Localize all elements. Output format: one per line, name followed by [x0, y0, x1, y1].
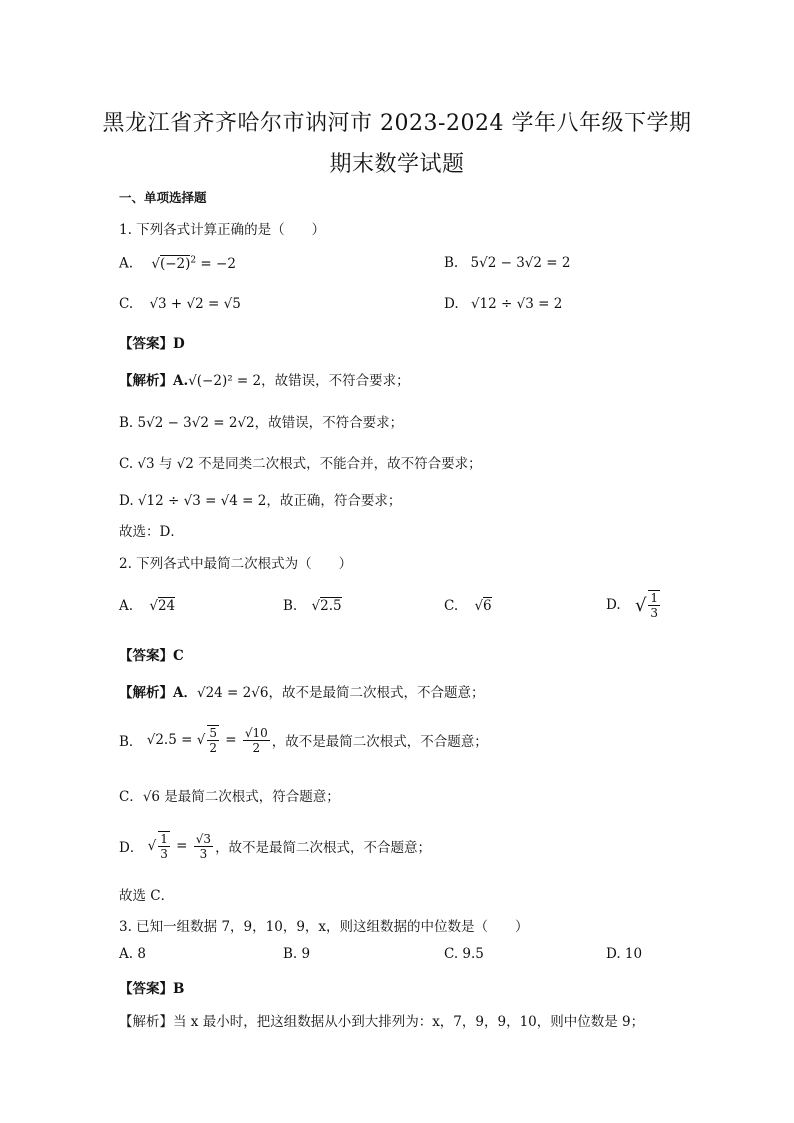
q2-explanation-b-lhs: √2.5 =	[146, 732, 193, 748]
q1-explanation-a-text: √(−2)² = 2，故错误，不符合要求；	[188, 373, 410, 389]
q2-explanation-b-den2: 2	[252, 740, 261, 755]
q2-option-a-expr: 24	[157, 598, 176, 614]
q2-option-d-denominator: 3	[650, 606, 659, 620]
q2-conclusion: 故选 C．	[119, 888, 175, 904]
q2-explanation-d-frac2	[194, 832, 213, 861]
q2-explanation-d-den1: 3	[160, 847, 168, 861]
q1-option-b	[444, 255, 570, 271]
q1-option-d-expr: √12 ÷ √3 = 2	[470, 296, 563, 312]
q1-option-d-label: D.	[444, 296, 459, 312]
q2-explanation-b-tail: ，故不是最简二次根式，不合题意；	[271, 734, 488, 750]
q2-explanation-d-frac1	[158, 831, 170, 861]
q2-explanation-b-frac2	[243, 726, 270, 755]
q1-explanation-b: B. 5√2 − 3√2 = 2√2，故错误，不符合要求；	[119, 415, 404, 431]
q1-option-a: A. $√(-2)^2 = -2$	[119, 255, 236, 272]
q2-option-a: A. √24	[119, 598, 176, 614]
document-title-line1: 黑龙江省齐齐哈尔市讷河市 2023-2024 学年八年级下学期	[102, 111, 692, 136]
q2-explanation-c: C．√6 是最简二次根式，符合题意；	[119, 789, 340, 805]
section-heading: 一、单项选择题	[119, 190, 207, 205]
document-title-line2: 期末数学试题	[329, 152, 465, 177]
q2-option-c-expr: 6	[483, 598, 492, 614]
q2-explanation-d: D． √ $\frac{1}{3}$ = $\frac{√3}{3}$ ，故不是最简二次根式，不合题意；	[119, 831, 432, 861]
q1-option-d	[444, 296, 562, 312]
q2-option-c-label: C.	[444, 598, 459, 614]
q2-explanation-d-num1: 1	[160, 832, 168, 846]
q2-option-d-numerator: 1	[650, 591, 659, 605]
q3-option-c: C. 9.5	[444, 946, 484, 962]
q1-explanation-d: D. √12 ÷ √3 = √4 = 2，故正确，符合要求；	[119, 493, 402, 509]
q2-option-c: C. √6	[444, 598, 492, 614]
q2-option-d-label: D.	[606, 597, 621, 613]
q1-stem: 1. 下列各式计算正确的是（ ）	[119, 222, 326, 238]
q1-option-c-label: C.	[119, 296, 134, 312]
q1-explanation-head: 【解析】A.	[119, 373, 189, 389]
q2-explanation-b-num2: √10	[244, 725, 268, 740]
q1-option-c-expr: √3 + √2 = √5	[149, 296, 241, 312]
q2-explanation-b: B． √2.5 = √ $\frac{5}{2}$ = $\frac{√10}{2}$ ，故不是最简二次根式，不合题意；	[119, 725, 488, 755]
q2-option-b-label: B.	[283, 598, 298, 614]
q2-explanation-d-label: D．	[119, 840, 144, 856]
q3-option-b: B. 9	[283, 946, 311, 962]
q1-explanation-c: C. √3 与 √2 不是同类二次根式，不能合并，故不符合要求；	[119, 456, 482, 472]
q3-stem: 3. 已知一组数据 7，9，10，9，x，则这组数据的中位数是（ ）	[119, 919, 529, 935]
q2-explanation-b-label: B．	[119, 734, 143, 750]
q2-option-b: B. √2.5	[283, 598, 342, 614]
q1-option-a-tail: = −2	[196, 255, 236, 272]
q2-option-d-fraction	[648, 590, 660, 620]
q1-explanation-a	[119, 369, 410, 389]
q2-explanation-d-tail: ，故不是最简二次根式，不合题意；	[215, 840, 432, 856]
q2-option-b-expr: 2.5	[320, 598, 342, 614]
q2-option-d: D. √ $\frac{1}{3}$	[606, 591, 659, 620]
q3-explanation: 【解析】当 x 最小时，把这组数据从小到大排列为：x，7，9，9，10，则中位数是 9；	[119, 1014, 645, 1030]
q1-conclusion: 故选：D．	[119, 524, 184, 540]
q2-answer: 【答案】C	[119, 648, 184, 664]
q2-explanation-a	[119, 681, 484, 701]
q2-explanation-b-den1: 2	[209, 741, 217, 755]
q2-option-a-label: A.	[119, 598, 134, 614]
q1-answer: 【答案】D	[119, 336, 185, 352]
q1-option-b-expr: 5√2 − 3√2 = 2	[470, 255, 571, 271]
q2-stem: 2. 下列各式中最简二次根式为（ ）	[119, 556, 353, 572]
q1-option-c	[119, 296, 241, 312]
q2-explanation-d-num2: √3	[195, 831, 212, 846]
q3-answer: 【答案】B	[119, 981, 185, 997]
q2-explanation-b-frac1	[207, 725, 219, 755]
q2-explanation-d-den2: 3	[199, 846, 208, 861]
q3-option-d: D. 10	[606, 946, 643, 962]
q2-explanation-a-text: √24 = 2√6，故不是最简二次根式，不合题意；	[196, 685, 485, 701]
q1-option-b-label: B.	[444, 255, 459, 271]
q1-option-a-label: A.	[119, 255, 134, 272]
q3-option-a: A. 8	[119, 946, 146, 962]
q2-explanation-b-num1: 5	[209, 726, 217, 740]
q1-option-a-expr: (−2)	[159, 255, 191, 272]
q2-explanation-head: 【解析】A．	[119, 685, 197, 701]
